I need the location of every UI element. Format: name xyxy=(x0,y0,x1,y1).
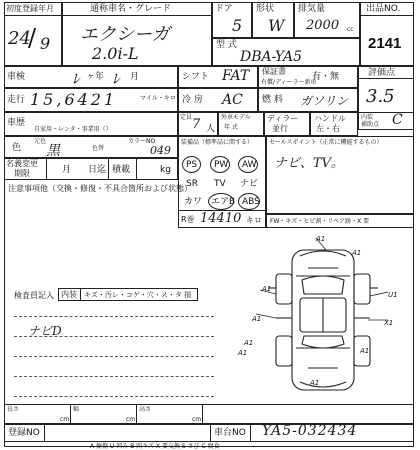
fuel-label: 燃 料 xyxy=(262,95,283,105)
color-label: 色 xyxy=(12,143,22,153)
fuel-value: ガソリン xyxy=(300,94,349,108)
length-unit: cm xyxy=(60,416,70,423)
shaken-month-mark: ﾚ xyxy=(112,70,120,88)
capacity-label: 定員 xyxy=(180,114,193,121)
grade-value: 2.0i-L xyxy=(92,44,139,63)
shaken-year-mark: ﾚ xyxy=(72,70,80,88)
mileage-label: 走行 xyxy=(7,95,26,105)
warranty-sub: 有償/ディーラー新車 xyxy=(261,79,317,86)
color-change-label: 色替 xyxy=(92,145,105,152)
equip-ps: PS xyxy=(186,160,198,170)
sales-point-cell xyxy=(266,136,414,214)
r-unit: キロ xyxy=(246,216,262,225)
notes-label: 注意事項他（交換・修復・不具合箇所および状態） xyxy=(8,184,192,193)
damage-mark-8: A1 xyxy=(238,349,248,357)
damage-mark-1: A1 xyxy=(316,235,326,243)
interior-value: C xyxy=(392,112,403,128)
dealer-label: ディラー xyxy=(267,114,299,123)
warranty-label: 保証書 xyxy=(262,67,286,76)
reg-month-value: 9 xyxy=(40,34,51,53)
inspector-sub: 内装 xyxy=(61,290,77,299)
equip-aw-circle xyxy=(238,156,258,173)
height-unit: cm xyxy=(192,416,202,423)
shift-label: シフト xyxy=(182,72,210,82)
reg-year-value: 24 xyxy=(8,28,31,49)
import-sub: 年 式 xyxy=(224,124,238,131)
warranty-options: 有・無 xyxy=(312,72,340,82)
inspector-note: ナビD xyxy=(28,324,62,338)
capacity-unit: 人 xyxy=(206,124,216,134)
equip-leather: カワ xyxy=(184,197,203,207)
equip-ps-circle xyxy=(182,156,201,173)
height-label: 高さ xyxy=(139,406,152,413)
color-no-label: カラーNO xyxy=(128,138,156,145)
car-name-label: 通称車名・グレード xyxy=(90,4,172,14)
interior-sub: 補助点 xyxy=(361,121,380,128)
damage-mark-10: A1 xyxy=(310,379,320,387)
damage-mark-7: A1 xyxy=(244,339,254,347)
shift-value: FAT xyxy=(222,68,250,84)
color-orig-label: 元色 xyxy=(34,138,47,145)
reg-no-label: 登録NO xyxy=(8,428,40,438)
equip-abs-circle xyxy=(238,193,260,210)
displacement-value: 2000 xyxy=(306,18,340,33)
shaken-month-label: 月 xyxy=(130,72,140,82)
interior-label: 内装 xyxy=(361,114,374,121)
color-no-value: 049 xyxy=(150,144,171,157)
aircon-value: AC xyxy=(222,92,243,108)
damage-mark-2: A1 xyxy=(352,249,362,257)
r-value: 14410 xyxy=(200,211,242,226)
displacement-label: 排気量 xyxy=(298,4,326,14)
r-label: R巻 xyxy=(181,215,195,224)
damage-mark-6: X1 xyxy=(384,319,394,327)
name-change-label: 名義変更 xyxy=(6,159,38,168)
equip-navi: ナビ xyxy=(240,179,259,189)
equip-pw: PW xyxy=(214,160,229,170)
km-label: マイル・キロ xyxy=(140,95,176,102)
sales-point-label: セールスポイント（正常に機能するもの） xyxy=(269,139,383,146)
chassis-number: YA5-032434 xyxy=(262,423,358,439)
mileage-value: 15,6421 xyxy=(30,90,118,109)
reg-year-label: 初度登録年月 xyxy=(6,4,54,13)
damage-mark-4: U1 xyxy=(388,291,398,299)
loading-unit: kg xyxy=(160,165,171,175)
damage-mark-9: A1 xyxy=(360,347,370,355)
name-change-day: 日迄 xyxy=(88,165,107,175)
handle-label: ハンドル xyxy=(314,114,346,123)
equip-pw-circle xyxy=(210,156,230,173)
name-change-month: 月 xyxy=(62,165,72,175)
equip-abs: ABS xyxy=(242,197,260,207)
inspector-codes: キズ・汚レ・コゲ・穴・ス・タ 損 xyxy=(84,291,192,299)
score-value: 3.5 xyxy=(366,86,395,107)
damage-legend: A 擦傷 U 凹み B 凹キズ X 要交換 S さび C 腐食 xyxy=(90,443,220,450)
displacement-unit: cc xyxy=(347,26,354,33)
equip-airbag: エアB xyxy=(211,197,236,207)
sales-point-value: ナビ、TV。 xyxy=(274,156,344,171)
lot-number: 2141 xyxy=(368,35,402,52)
loading-label: 積載 xyxy=(112,165,131,175)
inspector-label: 検査員記入 xyxy=(14,291,54,300)
score-label: 評価点 xyxy=(368,68,396,78)
color-value: 黒 xyxy=(46,143,60,159)
chassis-label: 車台NO xyxy=(214,428,246,438)
equip-aw: AW xyxy=(242,160,257,170)
width-label: 幅 xyxy=(73,406,80,413)
model-type-value: DBA-YA5 xyxy=(240,49,302,65)
import-label: 外車モデル xyxy=(221,114,251,121)
shaken-label: 車検 xyxy=(7,72,26,82)
reg-year-slash: / xyxy=(28,24,37,52)
damage-mark-3: A1 xyxy=(262,285,272,293)
lot-label: 出品NO. xyxy=(366,4,401,14)
equip-sr: SR xyxy=(186,179,198,189)
shape-value: W xyxy=(268,16,285,35)
doors-value: 5 xyxy=(232,16,243,35)
aircon-label: 冷 房 xyxy=(182,95,203,105)
fw-row-text: FW・キズ・ヒビ割・リペア跡・X 要 xyxy=(270,218,370,225)
width-unit: cm xyxy=(126,416,136,423)
shaken-year-label: ヶ年 xyxy=(86,72,105,82)
history-label: 車歴 xyxy=(7,118,26,128)
model-type-label: 型 式 xyxy=(216,40,237,50)
car-damage-diagram xyxy=(238,228,408,408)
damage-mark-5: A1 xyxy=(252,315,262,323)
handle-sub: 左・右 xyxy=(316,124,340,133)
name-change-sub: 期限 xyxy=(14,169,30,178)
capacity-value: 7 xyxy=(192,117,201,132)
car-name-value: エクシーガ xyxy=(80,24,170,45)
history-sub: 自家用・レンタ・事業用（） xyxy=(34,126,112,133)
doors-label: ドア xyxy=(215,4,233,14)
equip-tv: TV xyxy=(214,179,226,189)
length-label: 長さ xyxy=(7,406,20,413)
shape-label: 形状 xyxy=(256,4,275,14)
equipment-label: 装備品（標準品に関する） xyxy=(181,139,254,146)
equip-airbag-circle xyxy=(208,193,234,210)
dealer-sub: 並行 xyxy=(272,124,288,133)
